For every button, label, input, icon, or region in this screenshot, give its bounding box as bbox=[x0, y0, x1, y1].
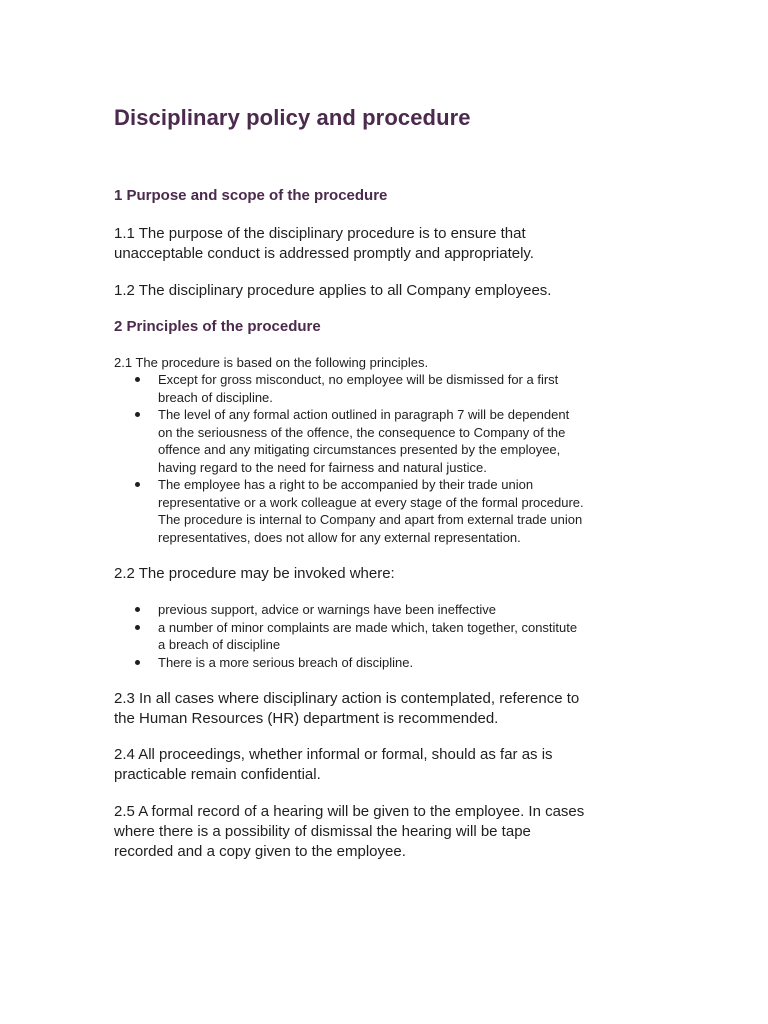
bullet-icon bbox=[135, 482, 140, 487]
bullet-icon bbox=[135, 625, 140, 630]
paragraph-1-1-line-1: 1.1 The purpose of the disciplinary procedure is to ensure that bbox=[114, 225, 526, 242]
list-item: a number of minor complaints are made which, taken together, constitute a breach of discipline bbox=[114, 619, 674, 654]
paragraph-2-1: 2.1 The procedure is based on the following principles. bbox=[114, 355, 429, 370]
bullet-icon bbox=[135, 412, 140, 417]
section-2-heading: 2 Principles of the procedure bbox=[114, 318, 321, 335]
bullet-icon bbox=[135, 660, 140, 665]
section-1-heading: 1 Purpose and scope of the procedure bbox=[114, 187, 388, 204]
bullet-icon bbox=[135, 607, 140, 612]
paragraph-2-3: 2.3 In all cases where disciplinary action is contemplated, reference to the Human Resources (HR) department is recommended. bbox=[114, 690, 580, 727]
paragraph-1-2: 1.2 The disciplinary procedure applies to all Company employees. bbox=[114, 282, 552, 299]
paragraph-2-4: 2.4 All proceedings, whether informal or formal, should as far as is practicable remain confidential. bbox=[114, 746, 553, 783]
document-title: Disciplinary policy and procedure bbox=[114, 105, 471, 130]
list-item: The employee has a right to be accompanied by their trade union representative or a work colleague at every stage of the formal procedure. The procedure is internal to Company and apart from external trade union representatives, does not allow for any external representation. bbox=[114, 476, 674, 546]
list-item: There is a more serious breach of discipline. bbox=[114, 654, 674, 672]
paragraph-1-1-line-2: unacceptable conduct is addressed promptly and appropriately. bbox=[114, 245, 534, 262]
list-item: previous support, advice or warnings have been ineffective bbox=[114, 601, 674, 619]
paragraph-1-1 bbox=[114, 224, 674, 264]
list-item: Except for gross misconduct, no employee will be dismissed for a first breach of discipline. bbox=[114, 371, 674, 406]
list-item: The level of any formal action outlined in paragraph 7 will be dependent on the seriousness of the offence, the consequence to Company of the offence and any mitigating circumstances presented by the employee, having regard to the need for fairness and natural justice. bbox=[114, 406, 674, 476]
paragraph-2-2: 2.2 The procedure may be invoked where: bbox=[114, 565, 395, 582]
principles-list bbox=[114, 371, 674, 546]
paragraph-2-5: 2.5 A formal record of a hearing will be given to the employee. In cases where there is a possibility of dismissal the hearing will be tape recorded and a copy given to the employee. bbox=[114, 803, 585, 860]
bullet-icon bbox=[135, 377, 140, 382]
invoked-list bbox=[114, 601, 674, 671]
